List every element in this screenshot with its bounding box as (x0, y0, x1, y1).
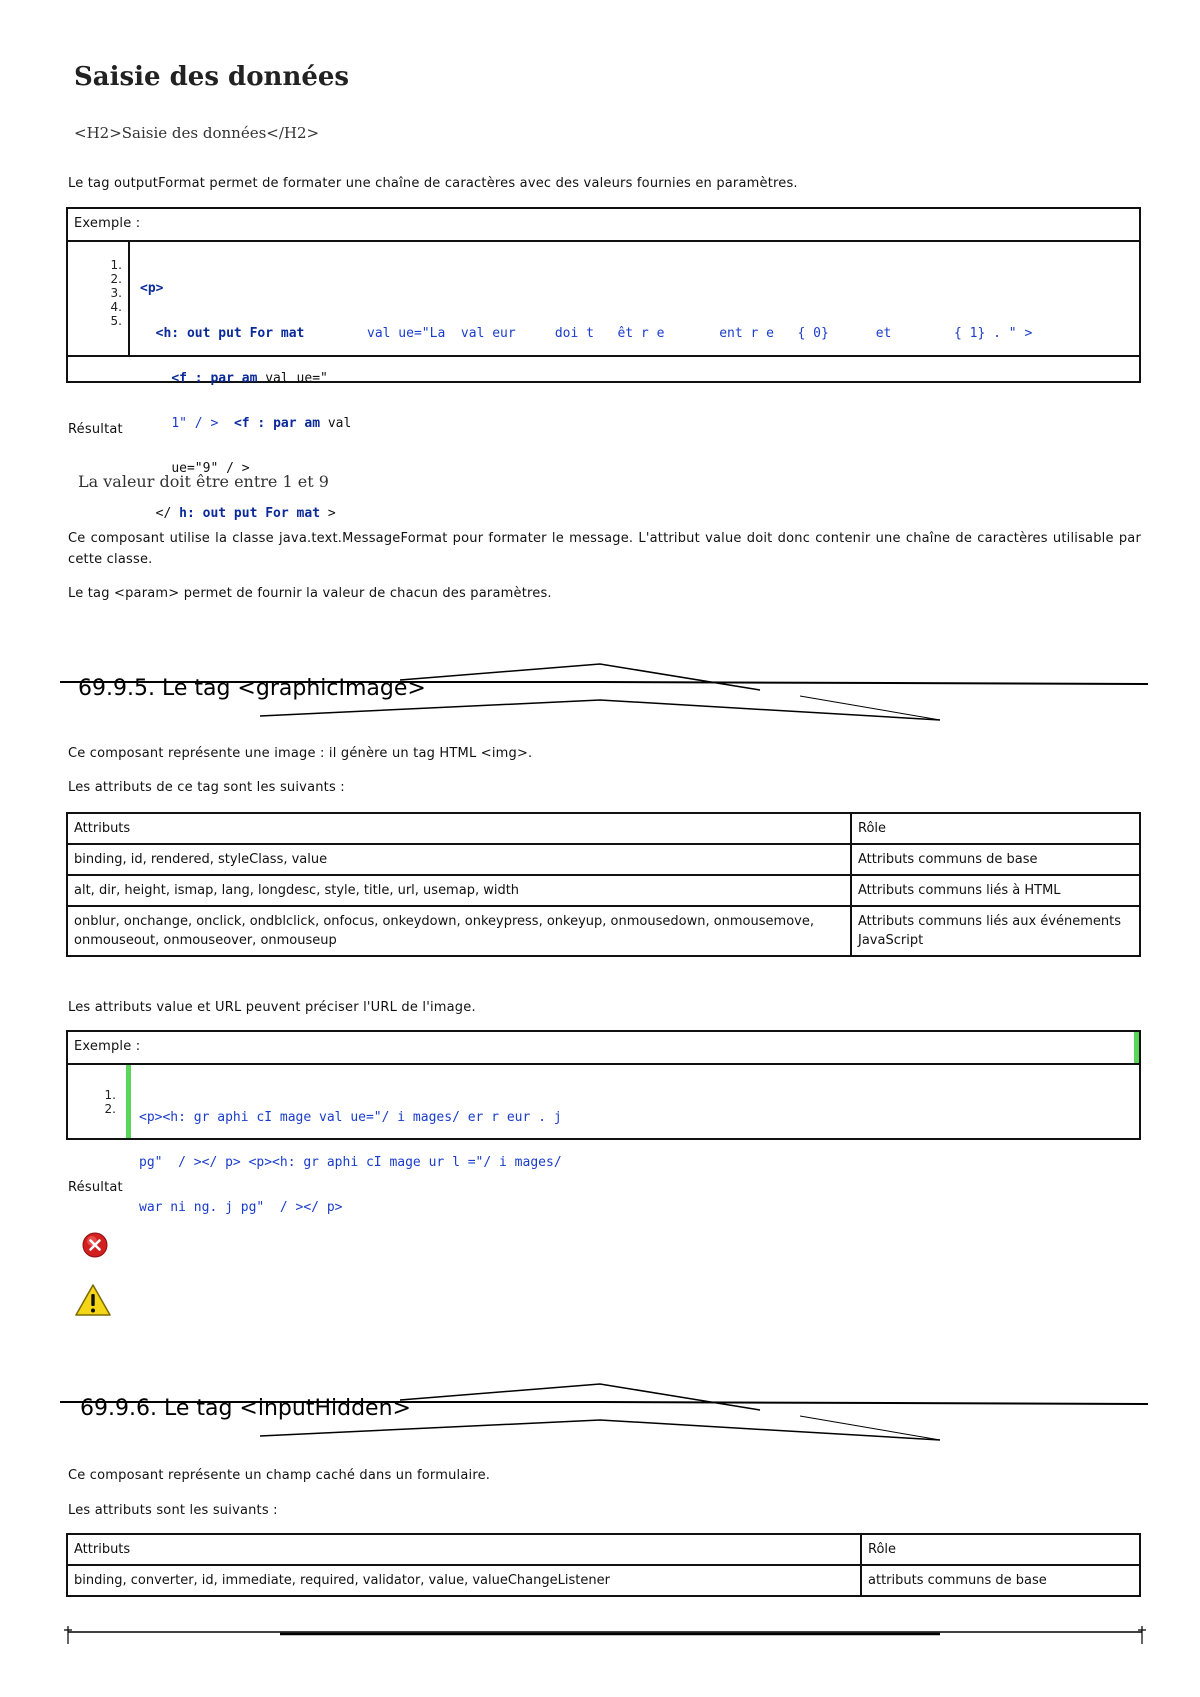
graphicimage-description: Ce composant représente une image : il génère un tag HTML <img>. (68, 746, 533, 761)
footer-rule (60, 1624, 1150, 1648)
paragraph-param: Le tag <param> permet de fournir la valeur de chacun des paramètres. (68, 586, 552, 601)
graphicimage-attr-intro: Les attributs de ce tag sont les suivants : (68, 780, 345, 795)
table-header-row (67, 1534, 1140, 1565)
table-row (67, 844, 1140, 875)
table-header-cell: Rôle (861, 1534, 1140, 1565)
divider (68, 240, 1139, 242)
table-header-row (67, 813, 1140, 844)
table-header-cell: Attributs (67, 813, 851, 844)
table-cell: Attributs communs de base (851, 844, 1140, 875)
table-cell: attributs communs de base (861, 1565, 1140, 1596)
page-title: Saisie des données (74, 62, 350, 92)
attributes-table-graphicimage (66, 812, 1141, 957)
result-output: La valeur doit être entre 1 et 9 (78, 472, 329, 491)
table-cell: Attributs communs liés aux événements JavaScript (851, 906, 1140, 956)
code-block: <p><h: gr aphi cI mage val ue="/ i mages/ er r eur . j pg" / ></ p> <p><h: gr aphi cI mage ur l ="/ i mages/ war ni ng. j pg" / ></ p> (139, 1110, 562, 1215)
table-cell: alt, dir, height, ismap, lang, longdesc, style, title, url, usemap, width (67, 875, 851, 906)
error-icon (82, 1232, 108, 1258)
divider (68, 1063, 1139, 1065)
table-row (67, 1565, 1140, 1596)
table-row (67, 906, 1140, 956)
inputhidden-description: Ce composant représente un champ caché dans un formulaire. (68, 1468, 491, 1483)
heading-graphicimage: 69.9.5. Le tag <graphicImage> (78, 676, 426, 701)
accent-bar (1134, 1032, 1139, 1063)
intro-outputformat: Le tag outputFormat permet de formater une chaîne de caractères avec des valeurs fournies en paramètres. (68, 176, 798, 191)
table-cell: onblur, onchange, onclick, ondblclick, onfocus, onkeydown, onkeypress, onkeyup, onmousedown, onmousemove, onmouseout, onmouseover, onmouseup (67, 906, 851, 956)
code-block: <p> <h: out put For mat val ue="La val eur doi t êt r e ent r e { 0} et { 1} . " > <f : par am val ue=" 1" / > <f : par am val ue="9" / > </ h: out put For mat > (140, 281, 1033, 521)
url-note: Les attributs value et URL peuvent préciser l'URL de l'image. (68, 1000, 476, 1015)
html-subtitle: <H2>Saisie des données</H2> (74, 124, 320, 142)
warning-icon (74, 1283, 112, 1317)
paragraph-messageformat: Ce composant utilise la classe java.text.MessageFormat pour formater le message. L'attribut value doit donc contenir une chaîne de caractères utilisable par cette classe. (68, 531, 1141, 567)
accent-bar (126, 1065, 131, 1138)
heading-inputhidden: 69.9.6. Le tag <inputHidden> (80, 1396, 411, 1421)
example-header: Exemple : (74, 1039, 141, 1054)
table-cell: binding, id, rendered, styleClass, value (67, 844, 851, 875)
table-header-cell: Attributs (67, 1534, 861, 1565)
table-row (67, 875, 1140, 906)
table-cell: binding, converter, id, immediate, required, validator, value, valueChangeListener (67, 1565, 861, 1596)
attributes-table-inputhidden (66, 1533, 1141, 1597)
inputhidden-attr-intro: Les attributs sont les suivants : (68, 1503, 278, 1518)
result-label: Résultat (68, 422, 123, 437)
example-header: Exemple : (74, 216, 141, 231)
table-header-cell: Rôle (851, 813, 1140, 844)
result-label: Résultat (68, 1180, 123, 1195)
line-numbers: 1. 2. 3. 4. 5. (110, 258, 122, 328)
table-cell: Attributs communs liés à HTML (851, 875, 1140, 906)
line-number-separator (128, 242, 130, 355)
line-numbers: 1. 2. (104, 1088, 116, 1116)
